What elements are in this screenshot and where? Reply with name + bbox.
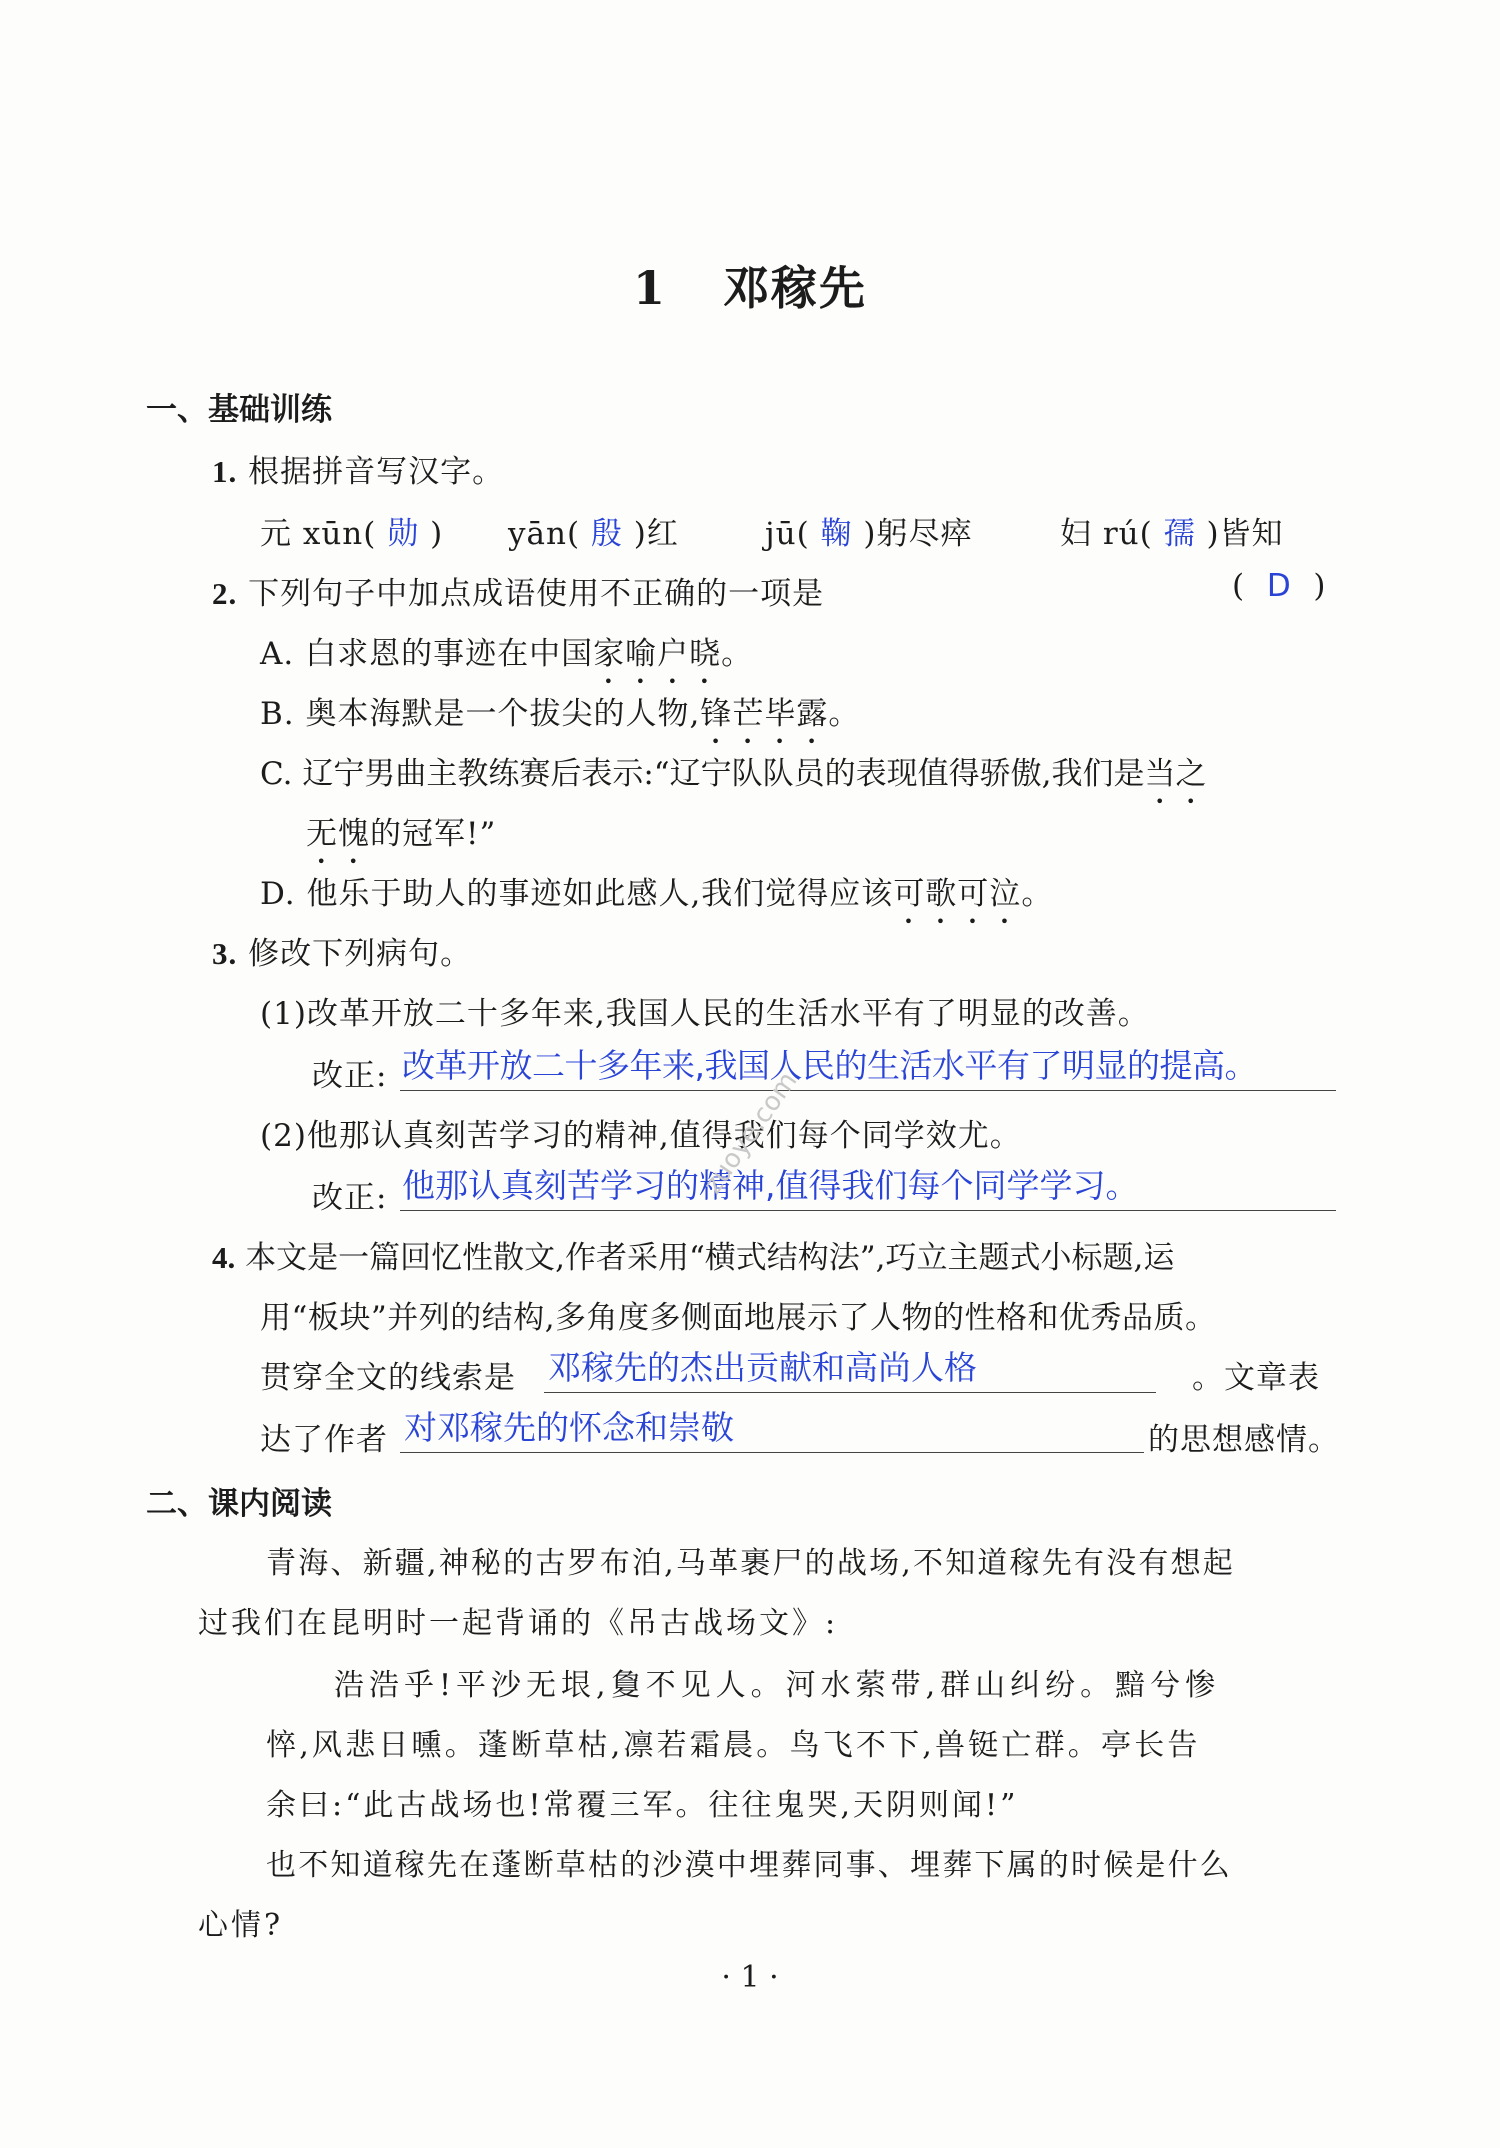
dotted-idiom: 可歌可泣 <box>893 876 1022 912</box>
question-prompt: 修改下列病句。 <box>248 936 473 972</box>
answer-char: 勋 <box>387 516 420 552</box>
question-number: 3. <box>212 936 238 971</box>
pinyin-item-3 <box>765 508 973 553</box>
option-text: D. 他乐于助人的事迹如此感人,我们觉得应该 <box>260 876 894 912</box>
reading-quote-line3: 余曰:“此古战场也!常覆三军。往往鬼哭,天阴则闻!” <box>266 1788 1019 1823</box>
answer-char: 殷 <box>590 516 623 552</box>
option-c-line2 <box>306 808 496 871</box>
question-4-line2: 用“板块”并列的结构,多角度多侧面地展示了人物的性格和优秀品质。 <box>260 1300 1217 1336</box>
sentence-1: (1)改革开放二十多年来,我国人民的生活水平有了明显的改善。 <box>260 996 1150 1032</box>
option-end: 。 <box>828 696 861 732</box>
sentence-2: (2)他那认真刻苦学习的精神,值得我们每个同学效尤。 <box>260 1118 1022 1154</box>
option-a <box>260 628 753 691</box>
page-number: · 1 · <box>721 1960 779 1995</box>
pinyin-text: 元 xūn( <box>260 516 377 552</box>
option-end: 。 <box>1021 876 1054 912</box>
question-4-line3-pre: 贯穿全文的线索是 <box>260 1360 516 1396</box>
reading-paragraph-2-line1: 也不知道稼先在蓬断草枯的沙漠中埋葬同事、埋葬下属的时候是什么 <box>266 1848 1232 1883</box>
section-heading-reading: 二、课内阅读 <box>146 1486 332 1522</box>
choice-answer: D <box>1266 568 1292 604</box>
answer-char: 孺 <box>1163 516 1196 552</box>
pinyin-text: 妇 rú( <box>1060 516 1153 552</box>
answer-bracket <box>1232 568 1327 604</box>
lesson-title-text: 邓稼先 <box>723 261 867 315</box>
question-number: 1. <box>212 454 238 489</box>
answer-underline <box>400 1210 1336 1211</box>
reading-paragraph-2-line2: 心情? <box>198 1908 284 1943</box>
question-4-line1 <box>212 1232 1174 1277</box>
question-prompt: 下列句子中加点成语使用不正确的一项是 <box>248 576 825 612</box>
question-number: 4. <box>212 1240 236 1275</box>
option-text: A. 白求恩的事迹在中国 <box>260 636 594 672</box>
lesson-number: 1 <box>632 261 667 315</box>
reading-quote-line2: 悴,风悲日曛。蓬断草枯,凛若霜晨。鸟飞不下,兽铤亡群。亭长告 <box>266 1728 1201 1763</box>
correction-answer-1: 改革开放二十多年来,我国人民的生活水平有了明显的提高。 <box>402 1046 1257 1085</box>
pinyin-item-2 <box>508 508 679 553</box>
dotted-idiom: 无愧 <box>306 816 370 852</box>
option-d <box>260 868 1053 931</box>
reading-quote-line1: 浩浩乎!平沙无垠,敻不见人。河水萦带,群山纠纷。黯兮惨 <box>334 1668 1221 1703</box>
option-c-line1 <box>260 748 1206 811</box>
answer-char: 鞠 <box>820 516 853 552</box>
option-text: C. 辽宁男曲主教练赛后表示:“辽宁队队员的表现值得骄傲,我们是 <box>260 756 1145 792</box>
emotion-answer: 对邓稼先的怀念和崇敬 <box>404 1408 734 1447</box>
dotted-idiom: 当之 <box>1144 756 1207 792</box>
question-1 <box>212 446 504 491</box>
pinyin-text: yān( <box>508 516 581 552</box>
reading-paragraph-1-line2: 过我们在昆明时一起背诵的《吊古战场文》: <box>198 1606 839 1641</box>
question-4-line4-post: 的思想感情。 <box>1148 1422 1340 1458</box>
answer-underline <box>544 1392 1156 1393</box>
pinyin-close: )皆知 <box>1206 516 1284 552</box>
question-4-line4-pre: 达了作者 <box>260 1422 388 1458</box>
option-text: 的冠军!” <box>370 816 497 852</box>
pinyin-close: )躬尽瘁 <box>863 516 973 552</box>
paren-open: ( <box>1232 568 1246 604</box>
correction-label-1: 改正: <box>312 1058 388 1094</box>
dotted-idiom: 锋芒毕露 <box>700 696 829 732</box>
question-number: 2. <box>212 576 238 611</box>
pinyin-close: ) <box>430 516 444 552</box>
answer-underline <box>400 1090 1336 1091</box>
option-end: 。 <box>721 636 754 672</box>
question-2 <box>212 568 824 613</box>
paren-close: ) <box>1313 568 1327 604</box>
pinyin-text: jū( <box>765 516 810 552</box>
option-b <box>260 688 860 751</box>
option-text: B. 奥本海默是一个拔尖的人物, <box>260 696 701 732</box>
answer-underline <box>400 1452 1144 1453</box>
lesson-title <box>0 252 1500 318</box>
question-4-line3-post: 。文章表 <box>1192 1360 1320 1396</box>
question-3 <box>212 928 472 973</box>
dotted-idiom: 家喻户晓 <box>593 636 722 672</box>
pinyin-item-4 <box>1060 508 1284 553</box>
question-prompt: 根据拼音写汉字。 <box>248 454 505 490</box>
clue-answer: 邓稼先的杰出贡献和高尚人格 <box>548 1348 977 1387</box>
section-heading-basic: 一、基础训练 <box>146 392 332 428</box>
pinyin-close: )红 <box>633 516 679 552</box>
watermark: zuoye.com <box>697 1066 804 1200</box>
reading-paragraph-1-line1: 青海、新疆,神秘的古罗布泊,马革裹尸的战场,不知道稼先有没有想起 <box>266 1546 1236 1581</box>
question-text: 本文是一篇回忆性散文,作者采用“横式结构法”,巧立主题式小标题,运 <box>245 1240 1175 1276</box>
pinyin-item-1 <box>260 508 443 553</box>
correction-label-2: 改正: <box>312 1180 388 1216</box>
correction-answer-2: 他那认真刻苦学习的精神,值得我们每个同学学习。 <box>402 1166 1139 1205</box>
